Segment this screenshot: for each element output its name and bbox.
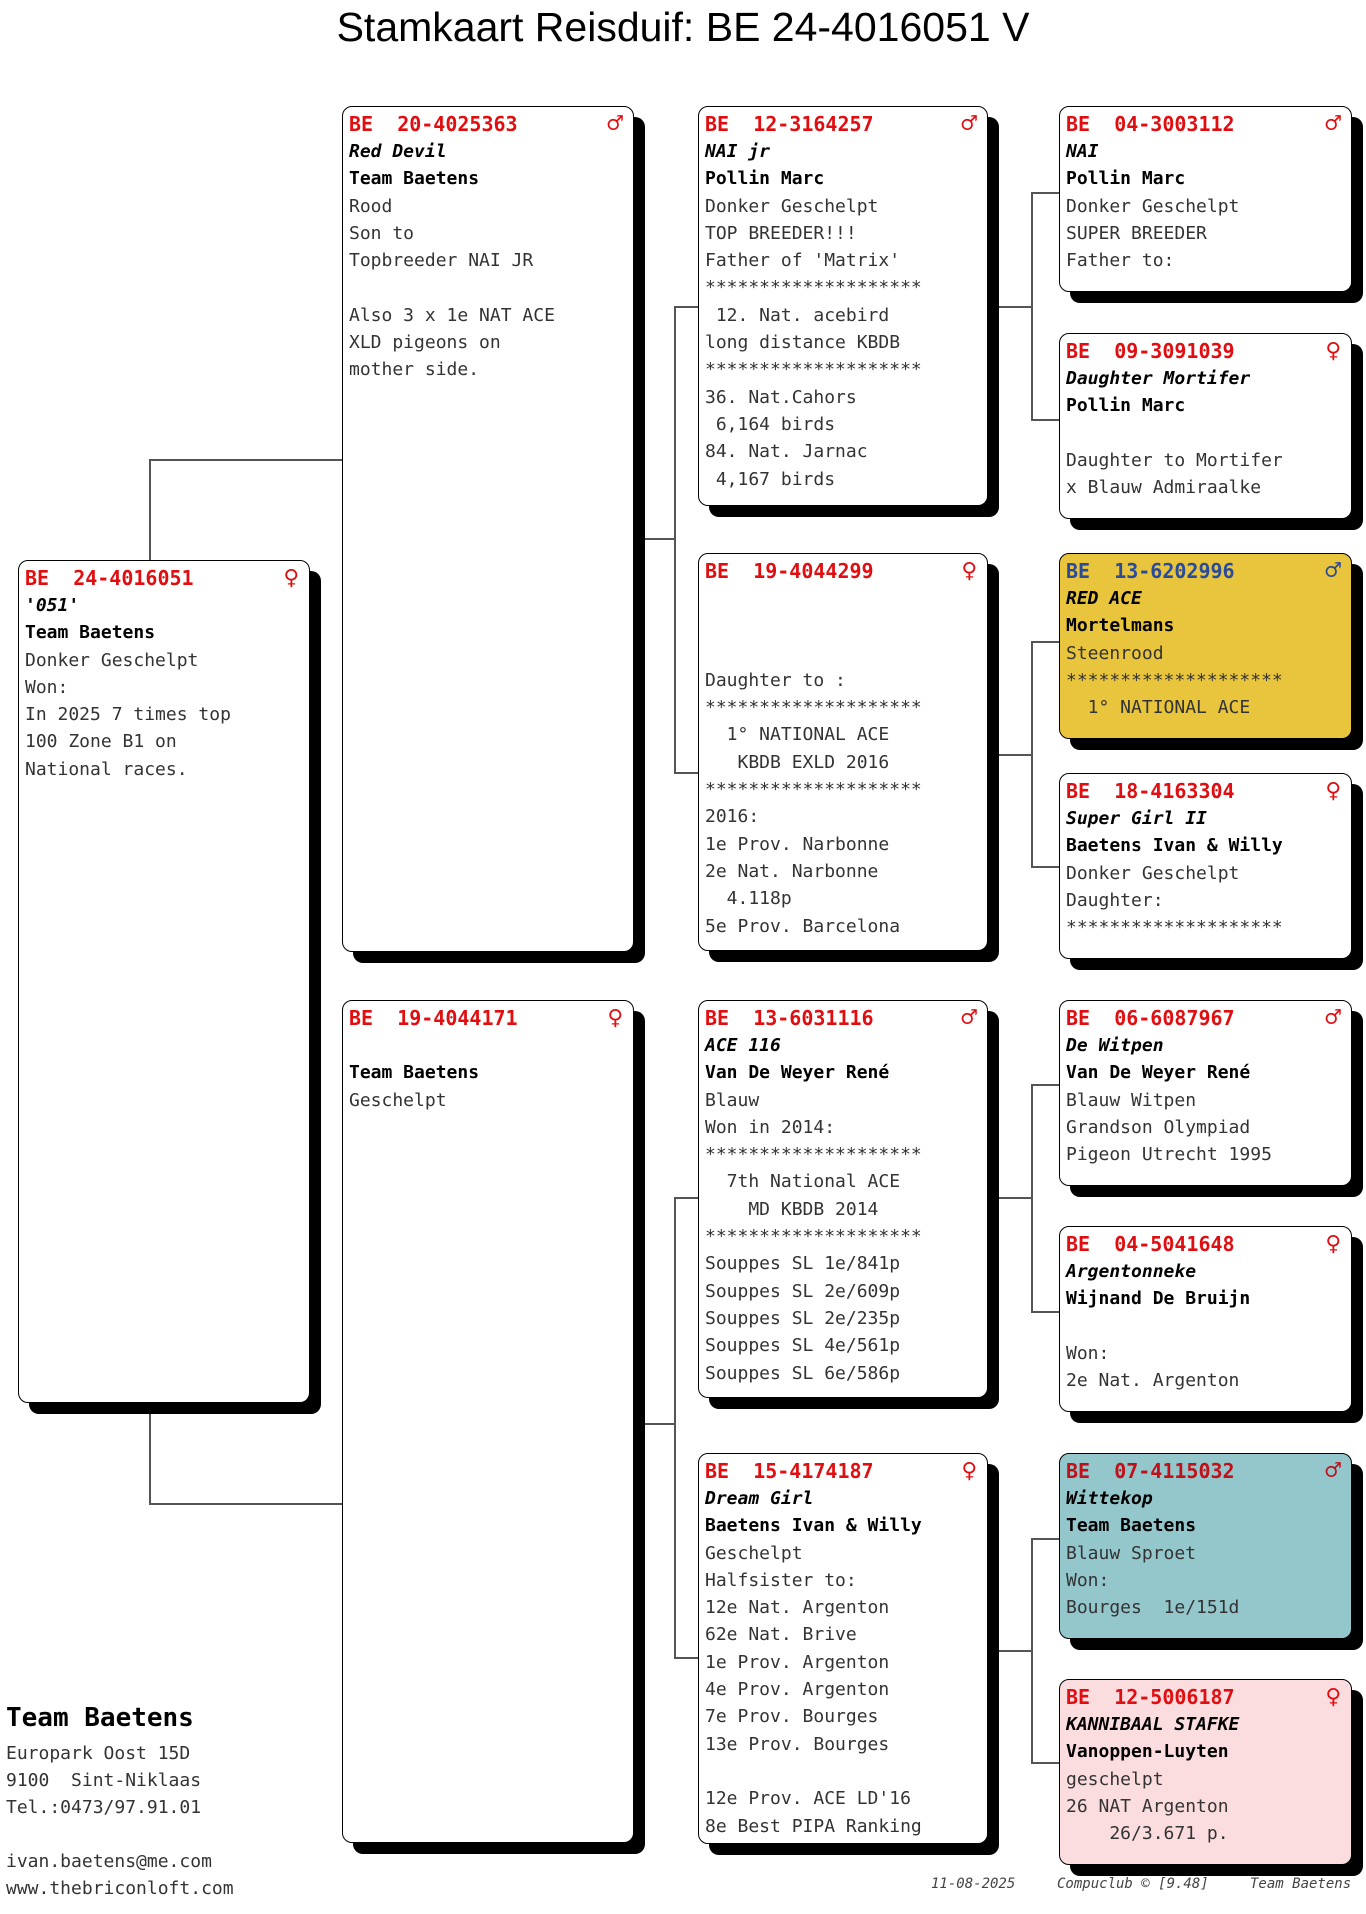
- breeder-name: Mortelmans: [1066, 615, 1175, 637]
- info-line: [349, 274, 627, 301]
- info-line: [1066, 1313, 1345, 1340]
- info-line: In 2025 7 times top: [25, 704, 231, 726]
- info-line: Souppes SL 1e/841p: [705, 1253, 901, 1275]
- info-line: Geschelpt: [705, 1542, 803, 1564]
- info-line: Daughter:: [1066, 889, 1164, 911]
- female-icon: ♀: [961, 1456, 977, 1486]
- owner-name: Team Baetens: [6, 1703, 194, 1733]
- ring-number: [349, 110, 627, 138]
- pigeon-name: Dream Girl: [705, 1488, 814, 1509]
- male-icon: ♂: [1325, 1003, 1341, 1033]
- male-icon: ♂: [607, 109, 623, 139]
- connector: [1031, 192, 1059, 194]
- ring-id: 20-4025363: [397, 112, 518, 136]
- breeder-name: Wijnand De Bruijn: [1066, 1288, 1251, 1310]
- info-line: 4e Prov. Argenton: [705, 1679, 890, 1701]
- ring-id: 07-4115032: [1114, 1459, 1235, 1483]
- pigeon-name: Argentonneke: [1066, 1261, 1197, 1282]
- country-code: BE: [1066, 559, 1091, 583]
- pedigree-card-sss[interactable]: [1059, 106, 1352, 292]
- address-line-1: Europark Oost 15D: [6, 1743, 191, 1764]
- info-line: Souppes SL 2e/609p: [705, 1280, 901, 1302]
- ring-id: 13-6202996: [1114, 559, 1235, 583]
- address-line-2: 9100 Sint-Niklaas: [6, 1770, 202, 1791]
- male-icon: ♂: [1325, 556, 1341, 586]
- connector: [1031, 866, 1059, 868]
- pedigree-card-dsd[interactable]: [1059, 1226, 1352, 1412]
- female-icon: ♀: [283, 563, 299, 593]
- info-line: Won in 2014:: [705, 1116, 836, 1138]
- info-line: Won:: [25, 676, 69, 698]
- ring-number: [705, 1457, 981, 1485]
- info-line: 26 NAT Argenton: [1066, 1795, 1229, 1817]
- info-line: 5e Prov. Barcelona: [705, 915, 901, 937]
- male-icon: ♂: [1325, 109, 1341, 139]
- ring-number: [705, 1004, 981, 1032]
- info-line: Daughter to :: [705, 669, 846, 691]
- info-line: Grandson Olympiad: [1066, 1116, 1251, 1138]
- country-code: BE: [1066, 112, 1091, 136]
- info-line: 12. Nat. acebird: [705, 304, 890, 326]
- info-line: 4,167 birds: [705, 468, 836, 490]
- ring-number: [1066, 1004, 1345, 1032]
- connector: [987, 1197, 1032, 1199]
- ring-number: [1066, 777, 1345, 805]
- connector: [149, 1390, 151, 1504]
- info-line: Blauw: [705, 1089, 760, 1111]
- pigeon-name: NAI jr: [705, 141, 771, 162]
- info-line: Also 3 x 1e NAT ACE: [349, 304, 555, 326]
- female-icon: ♀: [1325, 1229, 1341, 1259]
- connector: [149, 459, 342, 461]
- info-line: Souppes SL 2e/235p: [705, 1307, 901, 1329]
- info-line: [1066, 420, 1345, 447]
- pedigree-card-sds[interactable]: [1059, 553, 1352, 739]
- info-line: Son to: [349, 222, 415, 244]
- ring-id: 12-3164257: [753, 112, 874, 136]
- info-line: 100 Zone B1 on: [25, 731, 177, 753]
- phone: Tel.:0473/97.91.01: [6, 1797, 202, 1818]
- connector: [987, 1650, 1032, 1652]
- info-line: 2016:: [705, 806, 760, 828]
- connector: [149, 459, 151, 560]
- female-icon: ♀: [1325, 776, 1341, 806]
- info-line: 7th National ACE: [705, 1171, 901, 1193]
- ring-id: 19-4044171: [397, 1006, 518, 1030]
- connector: [674, 306, 676, 773]
- country-code: BE: [1066, 779, 1091, 803]
- breeder-name: Van De Weyer René: [705, 1062, 890, 1084]
- info-line: 2e Nat. Argenton: [1066, 1370, 1240, 1392]
- country-code: BE: [705, 559, 730, 583]
- info-line: 1° NATIONAL ACE: [1066, 697, 1251, 719]
- info-line: Bourges 1e/151d: [1066, 1597, 1240, 1619]
- info-line: 4.118p: [705, 888, 792, 910]
- breeder-name: Baetens Ivan & Willy: [1066, 835, 1283, 857]
- pigeon-name: ACE 116: [705, 1035, 781, 1056]
- connector: [1031, 1538, 1059, 1540]
- connector: [1031, 641, 1059, 643]
- website-link[interactable]: www.thebriconloft.com: [6, 1878, 234, 1899]
- info-line: Donker Geschelpt: [25, 649, 199, 671]
- info-line: ********************: [705, 1144, 922, 1166]
- breeder-name: Vanoppen-Luyten: [1066, 1741, 1229, 1763]
- info-line: [705, 640, 981, 667]
- connector: [987, 754, 1032, 756]
- breeder-name: Team Baetens: [25, 622, 156, 644]
- connector: [1031, 1311, 1059, 1313]
- info-line: 6,164 birds: [705, 413, 836, 435]
- info-line: ********************: [705, 697, 922, 719]
- info-line: Donker Geschelpt: [1066, 862, 1240, 884]
- info-line: 26/3.671 p.: [1066, 1823, 1229, 1845]
- pedigree-card-dds[interactable]: [1059, 1453, 1352, 1639]
- info-line: ********************: [705, 277, 922, 299]
- info-line: Geschelpt: [349, 1089, 447, 1111]
- pigeon-name: Daughter Mortifer: [1066, 368, 1251, 389]
- country-code: BE: [1066, 1685, 1091, 1709]
- info-line: Daughter to Mortifer: [1066, 449, 1283, 471]
- pedigree-card-dss[interactable]: [1059, 1000, 1352, 1186]
- pigeon-name: Red Devil: [349, 141, 447, 162]
- connector: [1031, 192, 1033, 420]
- female-icon: ♀: [961, 556, 977, 586]
- connector: [674, 1657, 698, 1659]
- breeder-name: Pollin Marc: [1066, 395, 1186, 417]
- breeder-name: Baetens Ivan & Willy: [705, 1515, 922, 1537]
- connector: [1031, 1084, 1059, 1086]
- female-icon: ♀: [607, 1003, 623, 1033]
- info-line: Souppes SL 6e/586p: [705, 1362, 901, 1384]
- connector: [674, 1197, 698, 1199]
- pedigree-card-dam-sire[interactable]: [698, 1000, 988, 1398]
- male-icon: ♂: [1325, 1456, 1341, 1486]
- breeder-name: Van De Weyer René: [1066, 1062, 1251, 1084]
- ring-number: [1066, 557, 1345, 585]
- connector: [1031, 641, 1033, 867]
- connector: [1031, 1762, 1059, 1764]
- breeder-name: Pollin Marc: [1066, 168, 1186, 190]
- info-line: 36. Nat.Cahors: [705, 386, 857, 408]
- country-code: BE: [705, 112, 730, 136]
- info-line: 62e Nat. Brive: [705, 1624, 857, 1646]
- country-code: BE: [705, 1006, 730, 1030]
- info-line: 2e Nat. Narbonne: [705, 860, 879, 882]
- connector: [1031, 1084, 1033, 1312]
- info-line: MD KBDB 2014: [705, 1198, 879, 1220]
- info-line: 12e Prov. ACE LD'16: [705, 1788, 911, 1810]
- info-line: 12e Nat. Argenton: [705, 1597, 890, 1619]
- connector: [633, 538, 675, 540]
- info-line: SUPER BREEDER: [1066, 222, 1207, 244]
- country-code: BE: [705, 1459, 730, 1483]
- country-code: BE: [1066, 339, 1091, 363]
- info-line: 84. Nat. Jarnac: [705, 441, 868, 463]
- info-line: [705, 612, 981, 639]
- breeder-name: Pollin Marc: [705, 168, 825, 190]
- info-line: ********************: [705, 1226, 922, 1248]
- ring-id: 18-4163304: [1114, 779, 1235, 803]
- pigeon-name: '051': [25, 595, 80, 616]
- info-line: ********************: [705, 359, 922, 381]
- country-code: BE: [349, 112, 374, 136]
- info-line: Father of 'Matrix': [705, 250, 901, 272]
- pedigree-card-sire-sire[interactable]: [698, 106, 988, 506]
- software-credit: Compuclub © [9.48]: [1057, 1876, 1209, 1892]
- ring-id: 12-5006187: [1114, 1685, 1235, 1709]
- info-line: Steenrood: [1066, 642, 1164, 664]
- info-line: [705, 585, 981, 612]
- pedigree-card-subject[interactable]: [18, 560, 310, 1403]
- ring-id: 19-4044299: [753, 559, 874, 583]
- pedigree-card-ddd[interactable]: [1059, 1679, 1352, 1865]
- info-line: 8e Best PIPA Ranking: [705, 1815, 922, 1837]
- pigeon-name: Super Girl II: [1066, 808, 1207, 829]
- male-icon: ♂: [961, 1003, 977, 1033]
- pigeon-name: KANNIBAAL STAFKE: [1066, 1714, 1240, 1735]
- pedigree-card-ssd[interactable]: [1059, 333, 1352, 519]
- country-code: BE: [1066, 1459, 1091, 1483]
- ring-number: [1066, 1457, 1345, 1485]
- country-code: BE: [349, 1006, 374, 1030]
- info-line: National races.: [25, 758, 188, 780]
- info-line: 13e Prov. Bourges: [705, 1733, 890, 1755]
- info-line: ********************: [1066, 669, 1283, 691]
- country-code: BE: [1066, 1006, 1091, 1030]
- country-code: BE: [1066, 1232, 1091, 1256]
- ring-number: [705, 110, 981, 138]
- info-line: [349, 1032, 627, 1059]
- pigeon-name: Wittekop: [1066, 1488, 1153, 1509]
- email-link[interactable]: ivan.baetens@me.com: [6, 1851, 212, 1872]
- info-line: Topbreeder NAI JR: [349, 250, 534, 272]
- info-line: mother side.: [349, 359, 480, 381]
- pedigree-card-sire-dam[interactable]: [698, 553, 988, 951]
- info-line: x Blauw Admiraalke: [1066, 477, 1262, 499]
- info-line: geschelpt: [1066, 1768, 1164, 1790]
- ring-id: 06-6087967: [1114, 1006, 1235, 1030]
- pedigree-card-mother[interactable]: [342, 1000, 634, 1843]
- info-line: KBDB EXLD 2016: [705, 751, 890, 773]
- info-line: TOP BREEDER!!!: [705, 222, 857, 244]
- connector: [987, 306, 1032, 308]
- info-line: ********************: [705, 779, 922, 801]
- info-line: [705, 1758, 981, 1785]
- pigeon-name: De Witpen: [1066, 1035, 1164, 1056]
- info-line: long distance KBDB: [705, 332, 901, 354]
- info-line: Halfsister to:: [705, 1569, 857, 1591]
- info-line: Souppes SL 4e/561p: [705, 1335, 901, 1357]
- pedigree-card-father[interactable]: [342, 106, 634, 952]
- info-line: Donker Geschelpt: [1066, 195, 1240, 217]
- connector: [1031, 1538, 1033, 1763]
- ring-number: [349, 1004, 627, 1032]
- breeder-name: Team Baetens: [349, 1062, 480, 1084]
- connector: [1031, 419, 1059, 421]
- footer-owner: Team Baetens: [1250, 1876, 1352, 1892]
- print-date: 11-08-2025: [931, 1876, 1016, 1892]
- female-icon: ♀: [1325, 336, 1341, 366]
- ring-id: 04-3003112: [1114, 112, 1235, 136]
- ring-id: 13-6031116: [753, 1006, 874, 1030]
- pigeon-name: NAI: [1066, 141, 1099, 162]
- info-line: ********************: [1066, 917, 1283, 939]
- info-line: 7e Prov. Bourges: [705, 1706, 879, 1728]
- page-title: Stamkaart Reisduif: BE 24-4016051 V: [336, 4, 1030, 50]
- info-line: 1e Prov. Argenton: [705, 1651, 890, 1673]
- info-line: Won:: [1066, 1342, 1110, 1364]
- pigeon-name: RED ACE: [1066, 588, 1142, 609]
- connector: [674, 772, 698, 774]
- info-line: Blauw Witpen: [1066, 1089, 1197, 1111]
- connector: [149, 1503, 342, 1505]
- info-line: Won:: [1066, 1569, 1110, 1591]
- ring-number: [705, 557, 981, 585]
- country-code: BE: [25, 566, 50, 590]
- ring-number: [25, 564, 303, 592]
- info-line: 1° NATIONAL ACE: [705, 724, 890, 746]
- male-icon: ♂: [961, 109, 977, 139]
- info-line: Rood: [349, 195, 393, 217]
- connector: [674, 306, 698, 308]
- pedigree-card-dam-dam[interactable]: [698, 1453, 988, 1844]
- ring-number: [1066, 337, 1345, 365]
- ring-id: 24-4016051: [73, 566, 194, 590]
- info-line: XLD pigeons on: [349, 332, 501, 354]
- ring-id: 09-3091039: [1114, 339, 1235, 363]
- breeder-name: Team Baetens: [1066, 1515, 1197, 1537]
- ring-id: 04-5041648: [1114, 1232, 1235, 1256]
- ring-number: [1066, 1683, 1345, 1711]
- info-line: Blauw Sproet: [1066, 1542, 1197, 1564]
- connector: [674, 1197, 676, 1658]
- ring-number: [1066, 110, 1345, 138]
- ring-number: [1066, 1230, 1345, 1258]
- female-icon: ♀: [1325, 1682, 1341, 1712]
- info-line: Donker Geschelpt: [705, 195, 879, 217]
- breeder-name: Team Baetens: [349, 168, 480, 190]
- connector: [633, 1423, 675, 1425]
- ring-id: 15-4174187: [753, 1459, 874, 1483]
- pedigree-card-sdd[interactable]: [1059, 773, 1352, 959]
- info-line: 1e Prov. Narbonne: [705, 833, 890, 855]
- info-line: Pigeon Utrecht 1995: [1066, 1144, 1272, 1166]
- info-line: Father to:: [1066, 250, 1175, 272]
